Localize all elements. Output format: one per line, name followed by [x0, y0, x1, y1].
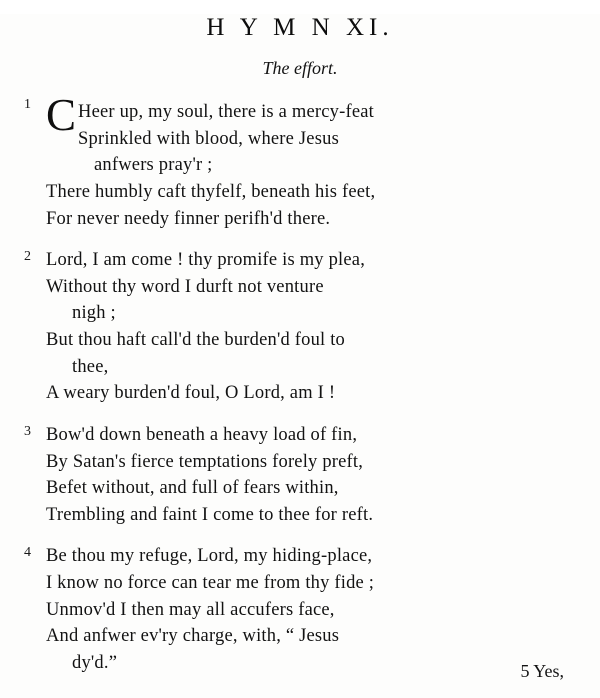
verse-line: Be thou my refuge, Lord, my hiding-place,: [46, 546, 373, 567]
verse-line: thee,: [72, 356, 109, 377]
page-subtitle: The effort.: [262, 58, 338, 78]
verse-line: Trembling and faint I come to thee for reft.: [46, 504, 374, 525]
page-title: H Y M N XI.: [206, 14, 394, 41]
verse-line: Sprinkled with blood, where Jesus: [78, 128, 339, 149]
verse-line: By Satan's fierce temptations forely preft,: [46, 451, 364, 472]
stanza-4: [24, 543, 572, 676]
verse-line: dy'd.”: [72, 652, 118, 673]
verse-line: Bow'd down beneath a heavy load of fin,: [46, 424, 358, 445]
verse-line: A weary burden'd foul, O Lord, am I !: [46, 383, 336, 404]
verse-line: Befet without, and full of fears within,: [46, 478, 339, 499]
verse-line: Unmov'd I then may all accufers face,: [46, 599, 335, 620]
stanza-1: [24, 90, 572, 232]
verse-line: nigh ;: [72, 303, 116, 324]
verse-line: anfwers pray'r ;: [94, 155, 213, 176]
verse-line: Lord, I am come ! thy promife is my plea,: [46, 250, 366, 271]
hymn-page: [0, 14, 600, 698]
verse-line: Heer up, my soul, there is a mercy-feat: [78, 102, 374, 122]
stanza-number: 2: [24, 249, 31, 265]
verse-line: There humbly caft thyfelf, beneath his feet,: [46, 181, 376, 202]
verse-line: I know no force can tear me from thy fide ;: [46, 573, 375, 593]
stanza-3: [24, 422, 572, 529]
stanza-2: [24, 247, 572, 407]
verse-line: But thou haft call'd the burden'd foul to: [46, 330, 345, 350]
dropcap-block: [46, 90, 572, 179]
verse-line: For never needy finner perifh'd there.: [46, 208, 331, 229]
stanza-number: 1: [24, 97, 31, 112]
dropcap-letter: C: [46, 90, 77, 140]
verse-line: And anfwer ev'ry charge, with, “ Jesus: [46, 626, 340, 647]
verse-line: Without thy word I durft not venture: [46, 276, 324, 297]
stanza-number: 3: [24, 423, 31, 439]
catchword: 5 Yes,: [520, 661, 564, 681]
stanza-number: 4: [24, 545, 31, 561]
stanza-list: [0, 90, 600, 677]
